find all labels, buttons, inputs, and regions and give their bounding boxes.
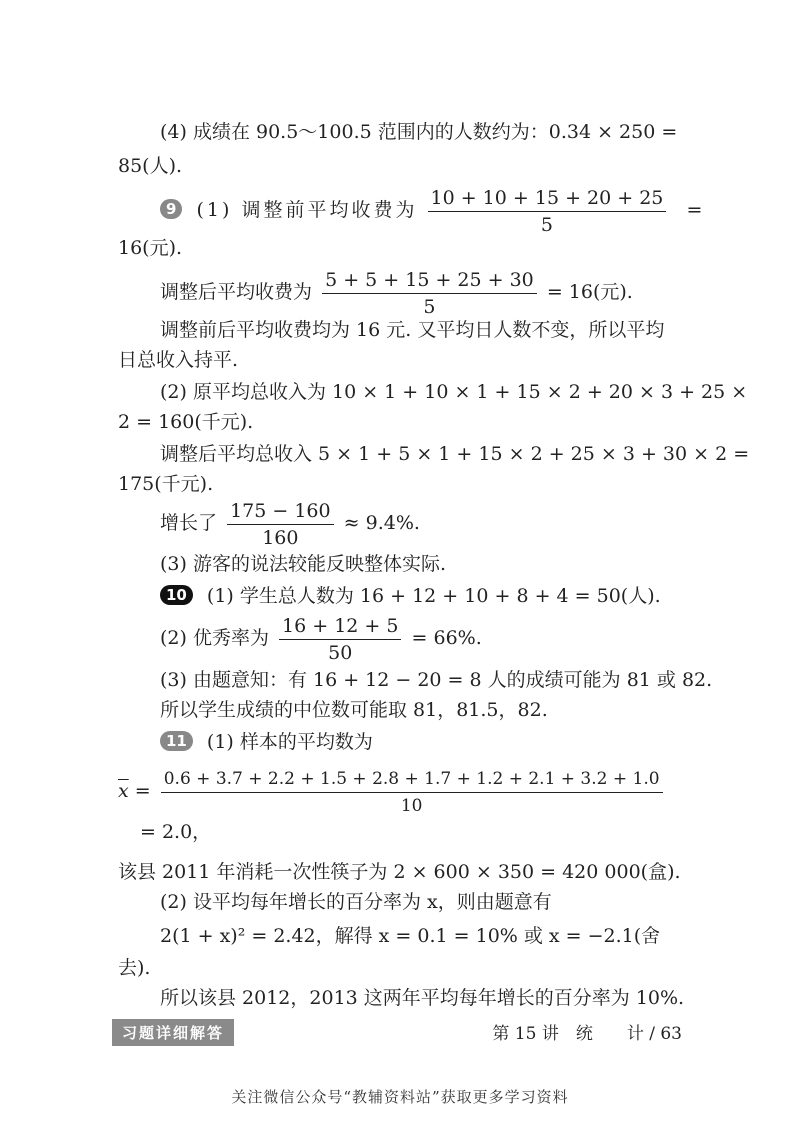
q9-after-fraction [322,269,537,318]
q9-before-fraction [428,187,667,236]
question-number-badge: 10 [160,585,193,605]
watermark-text: 关注微信公众号“教辅资料站”获取更多学习资料 [231,1088,569,1106]
q11-total: 该县 2011 年消耗一次性筷子为 2 × 600 × 350 = 420 000(盒). [118,861,681,883]
q9-growth-fraction [227,500,334,549]
chapter-page-label: 第 15 讲 统 计 / 63 [492,1024,682,1044]
q10-part2 [160,614,482,664]
fraction-numerator: 5 + 5 + 15 + 25 + 30 [322,269,537,294]
q11-mean-fraction [161,768,663,817]
q9-growth [160,498,420,549]
q10-part1 [160,582,661,610]
q9-after-prefix: 调整后平均收费为 [160,281,313,303]
fraction-denominator: 10 [400,795,423,816]
q11-part2-line1: (2) 设平均每年增长的百分率为 x，则由题意有 [160,891,552,913]
equals-sign: = [134,780,151,802]
question-number-badge: 11 [160,731,193,751]
q11-mean-formula [118,766,667,817]
q11-conclusion: 所以该县 2012，2013 这两年平均每年增长的百分率为 10%. [160,987,685,1009]
q11-mean-result: = 2.0， [140,821,212,843]
fraction-numerator: 0.6 + 3.7 + 2.2 + 1.5 + 2.8 + 1.7 + 1.2 + 2.1 + 3.2 + 1.0 [161,768,663,793]
q9-part1-result: 16(元). [118,237,183,259]
q9-growth-suffix: ≈ 9.4%. [343,512,420,534]
x-bar-symbol: $\overline{x}$ [118,780,129,802]
q9-part2-after2: 175(千元). [118,473,214,495]
q11-part2-line3: 去). [118,957,151,979]
q9-growth-prefix: 增长了 [160,512,218,534]
q11-part2-line2: 2(1 + x)² = 2.42，解得 x = 0.1 = 10% 或 x = −2.1(舍 [160,925,661,947]
q9-part2-line1: (2) 原平均总收入为 10 × 1 + 10 × 1 + 15 × 2 + 20 × 3 + 25 × [160,381,748,403]
q9-same-line1: 调整前后平均收费均为 16 元. 又平均日人数不变，所以平均 [160,319,665,341]
fraction-denominator: 50 [328,641,353,664]
q9-after-suffix: = 16(元). [546,281,633,303]
q9-part1-prefix: (1) 调整前平均收费为 [196,199,418,221]
q9-part2-after1: 调整后平均总收入 5 × 1 + 5 × 1 + 15 × 2 + 25 × 3 + 30 × 2 = [160,443,750,465]
q11-part1 [160,728,373,756]
q9-same-line2: 日总收入持平. [118,349,239,371]
q9-part1 [160,184,702,236]
q10-part1-text: (1) 学生总人数为 16 + 12 + 10 + 8 + 4 = 50(人). [206,585,661,607]
fraction-numerator: 16 + 12 + 5 [279,615,401,640]
q10-rate-fraction [279,615,401,664]
q9-after-average [160,266,633,318]
fraction-denominator: 5 [540,213,553,236]
question-number-badge: 9 [160,199,182,219]
q10-part2-suffix: = 66%. [411,627,482,649]
q8-part4-line1: (4) 成绩在 90.5～100.5 范围内的人数约为：0.34 × 250 = [160,121,678,143]
q11-part1-text: (1) 样本的平均数为 [206,731,373,753]
q10-part2-prefix: (2) 优秀率为 [160,627,269,649]
q9-part2-line2: 2 = 160(千元). [118,411,254,433]
q8-part4-line2: 85(人). [118,155,183,177]
fraction-denominator: 5 [423,295,436,318]
equals-sign: = [686,199,703,221]
section-tag: 习题详细解答 [112,1019,234,1046]
fraction-numerator: 10 + 10 + 15 + 20 + 25 [428,187,667,212]
fraction-denominator: 160 [262,526,299,549]
fraction-numerator: 175 − 160 [227,500,334,525]
q9-part3: (3) 游客的说法较能反映整体实际. [160,553,446,575]
q10-part3-line1: (3) 由题意知：有 16 + 12 − 20 = 8 人的成绩可能为 81 或 82. [160,669,713,691]
q10-part3-line2: 所以学生成绩的中位数可能取 81，81.5，82. [160,699,548,721]
